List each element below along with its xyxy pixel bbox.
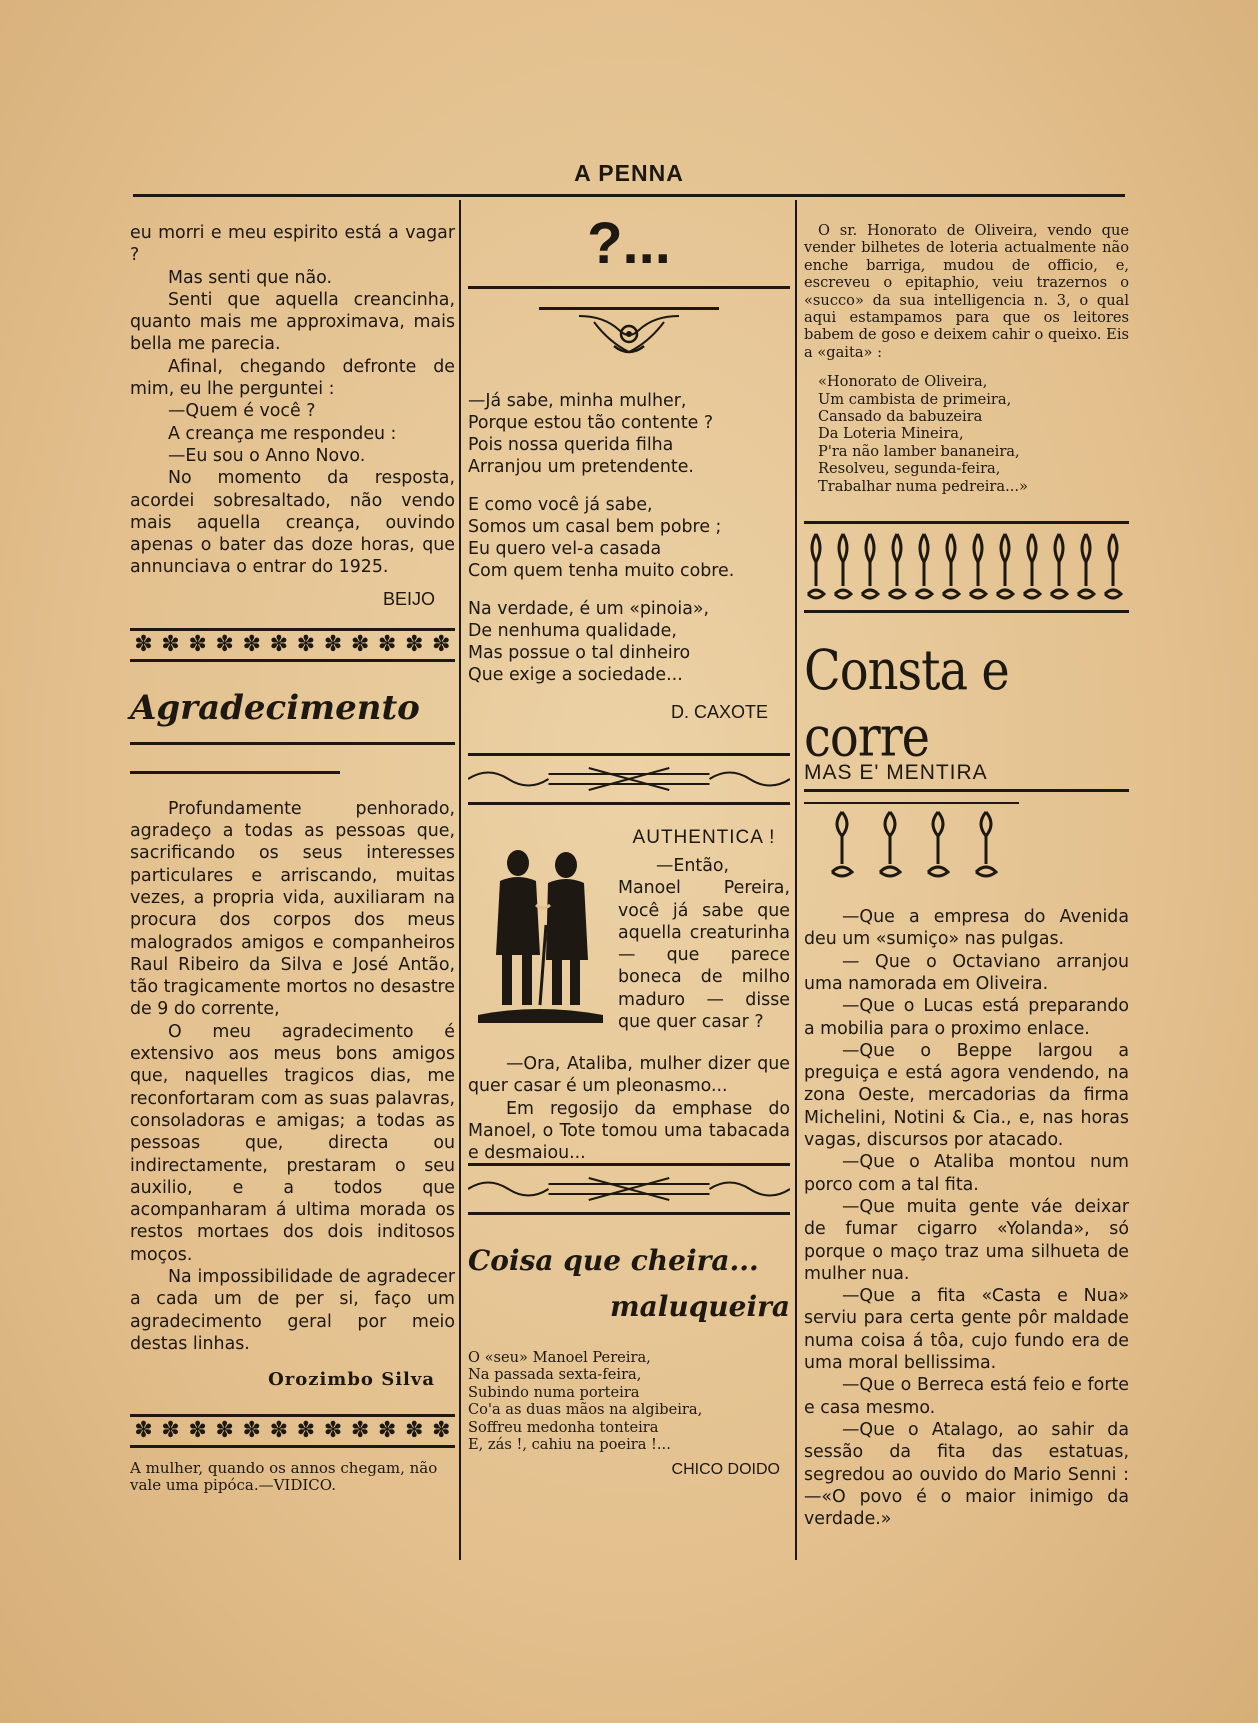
poem-stanza <box>468 598 790 686</box>
poem-line: Com quem tenha muito cobre. <box>468 561 735 581</box>
verse-line: Cansado da babuzeira <box>818 408 983 426</box>
title-rule <box>130 742 455 745</box>
baluster-ornament-small <box>804 808 1129 884</box>
story-paragraph: —Quem é você ? <box>168 401 316 422</box>
honorato-verse <box>804 373 1129 495</box>
story-paragraph: —Eu sou o Anno Novo. <box>168 445 366 466</box>
poem-line: Pois nossa querida filha <box>468 435 674 455</box>
story-paragraph: Afinal, chegando defronte de mim, eu lhe perguntei : <box>130 356 455 400</box>
authentica-text-wrap <box>618 855 790 1033</box>
honorato-intro: O sr. Honorato de Oliveira, vendo que vender bilhetes de loteria actualmente não enche barriga, mudou de officio, e, escreveu o epitaphio, veiu trazernos o «succo» da sua intelligencia n. 3, o qual aqui estampamos para que os leitores babem de goso e deixem cahir o queixo. Eis a «gaita» : <box>804 222 1129 361</box>
coisa-poem <box>468 1349 790 1453</box>
coisa-poem-line: Subindo numa porteira <box>468 1383 640 1401</box>
story-paragraph: eu morri e meu espirito está a vagar ? <box>130 223 455 266</box>
consta-item: — Que o Octaviano arranjou uma namorada em Oliveira. <box>804 951 1129 994</box>
verse-line: P'ra não lamber bananeira, <box>818 442 1020 460</box>
poem-line: Porque estou tão contente ? <box>468 413 714 433</box>
coisa-signature: CHICO DOIDO <box>671 1461 780 1479</box>
coisa-poem-line: Soffreu medonha tonteira <box>468 1418 659 1436</box>
consta-subtitle: MAS E' MENTIRA <box>804 761 988 785</box>
authentica-paragraph: Em regosijo da emphase do Manoel, o Tote tomou uma tabacada e desmaiou... <box>468 1098 790 1164</box>
agradecimento-paragraph: O meu agradecimento é extensivo aos meus bons amigos que, naquelles tragicos dias, me reconfortaram com as suas palavras, consoladoras e amigas; a todas as pessoas que, directa ou indirectamente, prestaram o seu auxilio, e a todos que acompanharam á ultima morada os restos mortaes dos dois inditosos moços. <box>130 1021 455 1265</box>
agradecimento-signature: Orozimbo Silva <box>268 1369 435 1391</box>
authentica-paragraph: —Então, Manoel Pereira, você já sabe que aquella creaturinha — que parece boneca de milho maduro — disse que quer casar ? <box>618 856 790 1033</box>
story-paragraph: A creança me respondeu : <box>168 423 397 444</box>
poem-line: Na verdade, é um «pinoia», <box>468 599 710 619</box>
two-men-illustration <box>468 845 613 1025</box>
verse-line: «Honorato de Oliveira, <box>818 373 988 391</box>
poem-title: ?... <box>587 211 671 276</box>
coisa-poem-line: Na passada sexta-feira, <box>468 1366 642 1384</box>
authentica-text-full <box>468 1053 790 1164</box>
verse-line: Da Loteria Mineira, <box>818 425 964 443</box>
story-paragraph: No momento da resposta, acordei sobresaltado, não vendo mais aquella creança, ouvindo apenas o bater das doze horas, que annunciava o entrar do 1925. <box>130 468 455 578</box>
poem-line: Somos um casal bem pobre ; <box>468 517 722 537</box>
consta-item: —Que o Berreca está feio e forte e casa mesmo. <box>804 1375 1129 1418</box>
flourish-ornament <box>468 312 790 362</box>
masthead: A PENNA <box>574 160 684 186</box>
column-divider-right <box>795 200 797 1560</box>
poem-signature: D. CAXOTE <box>670 702 768 722</box>
authentica-paragraph: —Ora, Ataliba, mulher dizer que quer casar é um pleonasmo... <box>468 1054 790 1097</box>
coisa-poem-line: Co'a as duas mãos na algibeira, <box>468 1401 703 1419</box>
consta-title: Consta e corre <box>804 638 1009 770</box>
poem-line: Arranjou um pretendente. <box>468 457 694 477</box>
poem-title-rule <box>468 286 790 289</box>
verse-line: Um cambista de primeira, <box>818 390 1012 408</box>
story-signature: BEIJO <box>382 588 435 609</box>
masthead-rule <box>133 194 1125 197</box>
story-paragraph: Mas senti que não. <box>168 267 333 288</box>
poem-line: Eu quero vel-a casada <box>468 539 662 559</box>
agradecimento-title: Agradecimento <box>130 687 420 728</box>
poem-stanza <box>468 390 790 478</box>
short-rule <box>130 771 340 774</box>
agradecimento-paragraph: Profundamente penhorado, agradeço a todas as pessoas que, sacrificando os seus interesses particulares e arriscando, muitas vezes, a propria vida, auxiliaram na procura dos corpos dos meus malogrados amigos e companheiros Raul Ribeiro da Silva e José Antão, tão tragicamente mortos no desastre de 9 do corrente, <box>130 798 455 1020</box>
subtitle-rule <box>804 789 1129 792</box>
coisa-poem-line: O «seu» Manoel Pereira, <box>468 1349 651 1366</box>
verse-line: Resolveu, segunda-feira, <box>818 460 1001 478</box>
poem-line: E como você já sabe, <box>468 495 653 515</box>
poem <box>468 390 790 686</box>
poem-line: Mas possue o tal dinheiro <box>468 643 691 663</box>
coisa-title-line2: maluqueira <box>609 1290 790 1323</box>
consta-item: —Que o Ataliba montou num porco com a tal fita. <box>804 1152 1129 1195</box>
coisa-poem-line: E, zás !, cahiu na poeira !... <box>468 1436 671 1454</box>
consta-item: —Que muita gente váe deixar de fumar cigarro «Yolanda», só porque o maço traz uma silhueta de mulher nua. <box>804 1196 1129 1284</box>
quip: A mulher, quando os annos chegam, não vale uma pipóca.—VIDICO. <box>130 1459 438 1495</box>
authentica-section <box>468 827 790 1164</box>
column-right <box>804 222 1129 1530</box>
authentica-title: AUTHENTICA ! <box>632 827 776 848</box>
column-divider-left <box>459 200 461 1560</box>
short-rule <box>539 307 719 310</box>
scroll-ornament-band <box>468 1163 790 1215</box>
consta-item: —Que o Atalago, ao sahir da sessão da fita das estatuas, segredou ao ouvido do Mario Senni :—«O povo é o maior inimigo da verdade.» <box>804 1419 1129 1530</box>
agradecimento-paragraph: Na impossibilidade de agradecer a cada um de per si, faço um agradecimento geral por meio destas linhas. <box>130 1266 455 1354</box>
baluster-ornament <box>804 521 1129 613</box>
consta-item: —Que a fita «Casta e Nua» serviu para certa gente pôr maldade numa coisa á tôa, cujo fundo era de uma moral bellissima. <box>804 1286 1129 1374</box>
floral-ornament-band: ✽ ✽ ✽ ✽ ✽ ✽ ✽ ✽ ✽ ✽ ✽ ✽ <box>130 628 455 662</box>
coisa-title-line1: Coisa que cheira... <box>468 1244 759 1277</box>
scroll-ornament-band <box>468 753 790 805</box>
story-paragraph: Senti que aquella creancinha, quanto mais me approximava, mais bella me parecia. <box>130 289 455 355</box>
consta-item: —Que o Lucas está preparando a mobilia para o proximo enlace. <box>804 996 1129 1039</box>
poem-line: De nenhuma qualidade, <box>468 621 677 641</box>
poem-line: —Já sabe, minha mulher, <box>468 391 687 411</box>
floral-ornament-band: ✽ ✽ ✽ ✽ ✽ ✽ ✽ ✽ ✽ ✽ ✽ ✽ <box>130 1414 455 1448</box>
verse-line: Trabalhar numa pedreira...» <box>818 477 1028 495</box>
story-continuation <box>130 222 455 579</box>
column-left <box>130 222 455 1494</box>
agradecimento-body <box>130 798 455 1355</box>
consta-item: —Que a empresa do Avenida deu um «sumiço» nas pulgas. <box>804 907 1129 950</box>
consta-item: —Que o Beppe largou a preguiça e está agora vendendo, na zona Oeste, mercadorias da firma Michelini, Notini & Cia., e, nas horas vagas, discursos por atacado. <box>804 1040 1129 1151</box>
short-rule <box>804 802 1019 804</box>
poem-stanza <box>468 494 790 582</box>
poem-line: Que exige a sociedade... <box>468 665 683 685</box>
column-middle <box>468 212 790 1479</box>
consta-items <box>804 906 1129 1530</box>
